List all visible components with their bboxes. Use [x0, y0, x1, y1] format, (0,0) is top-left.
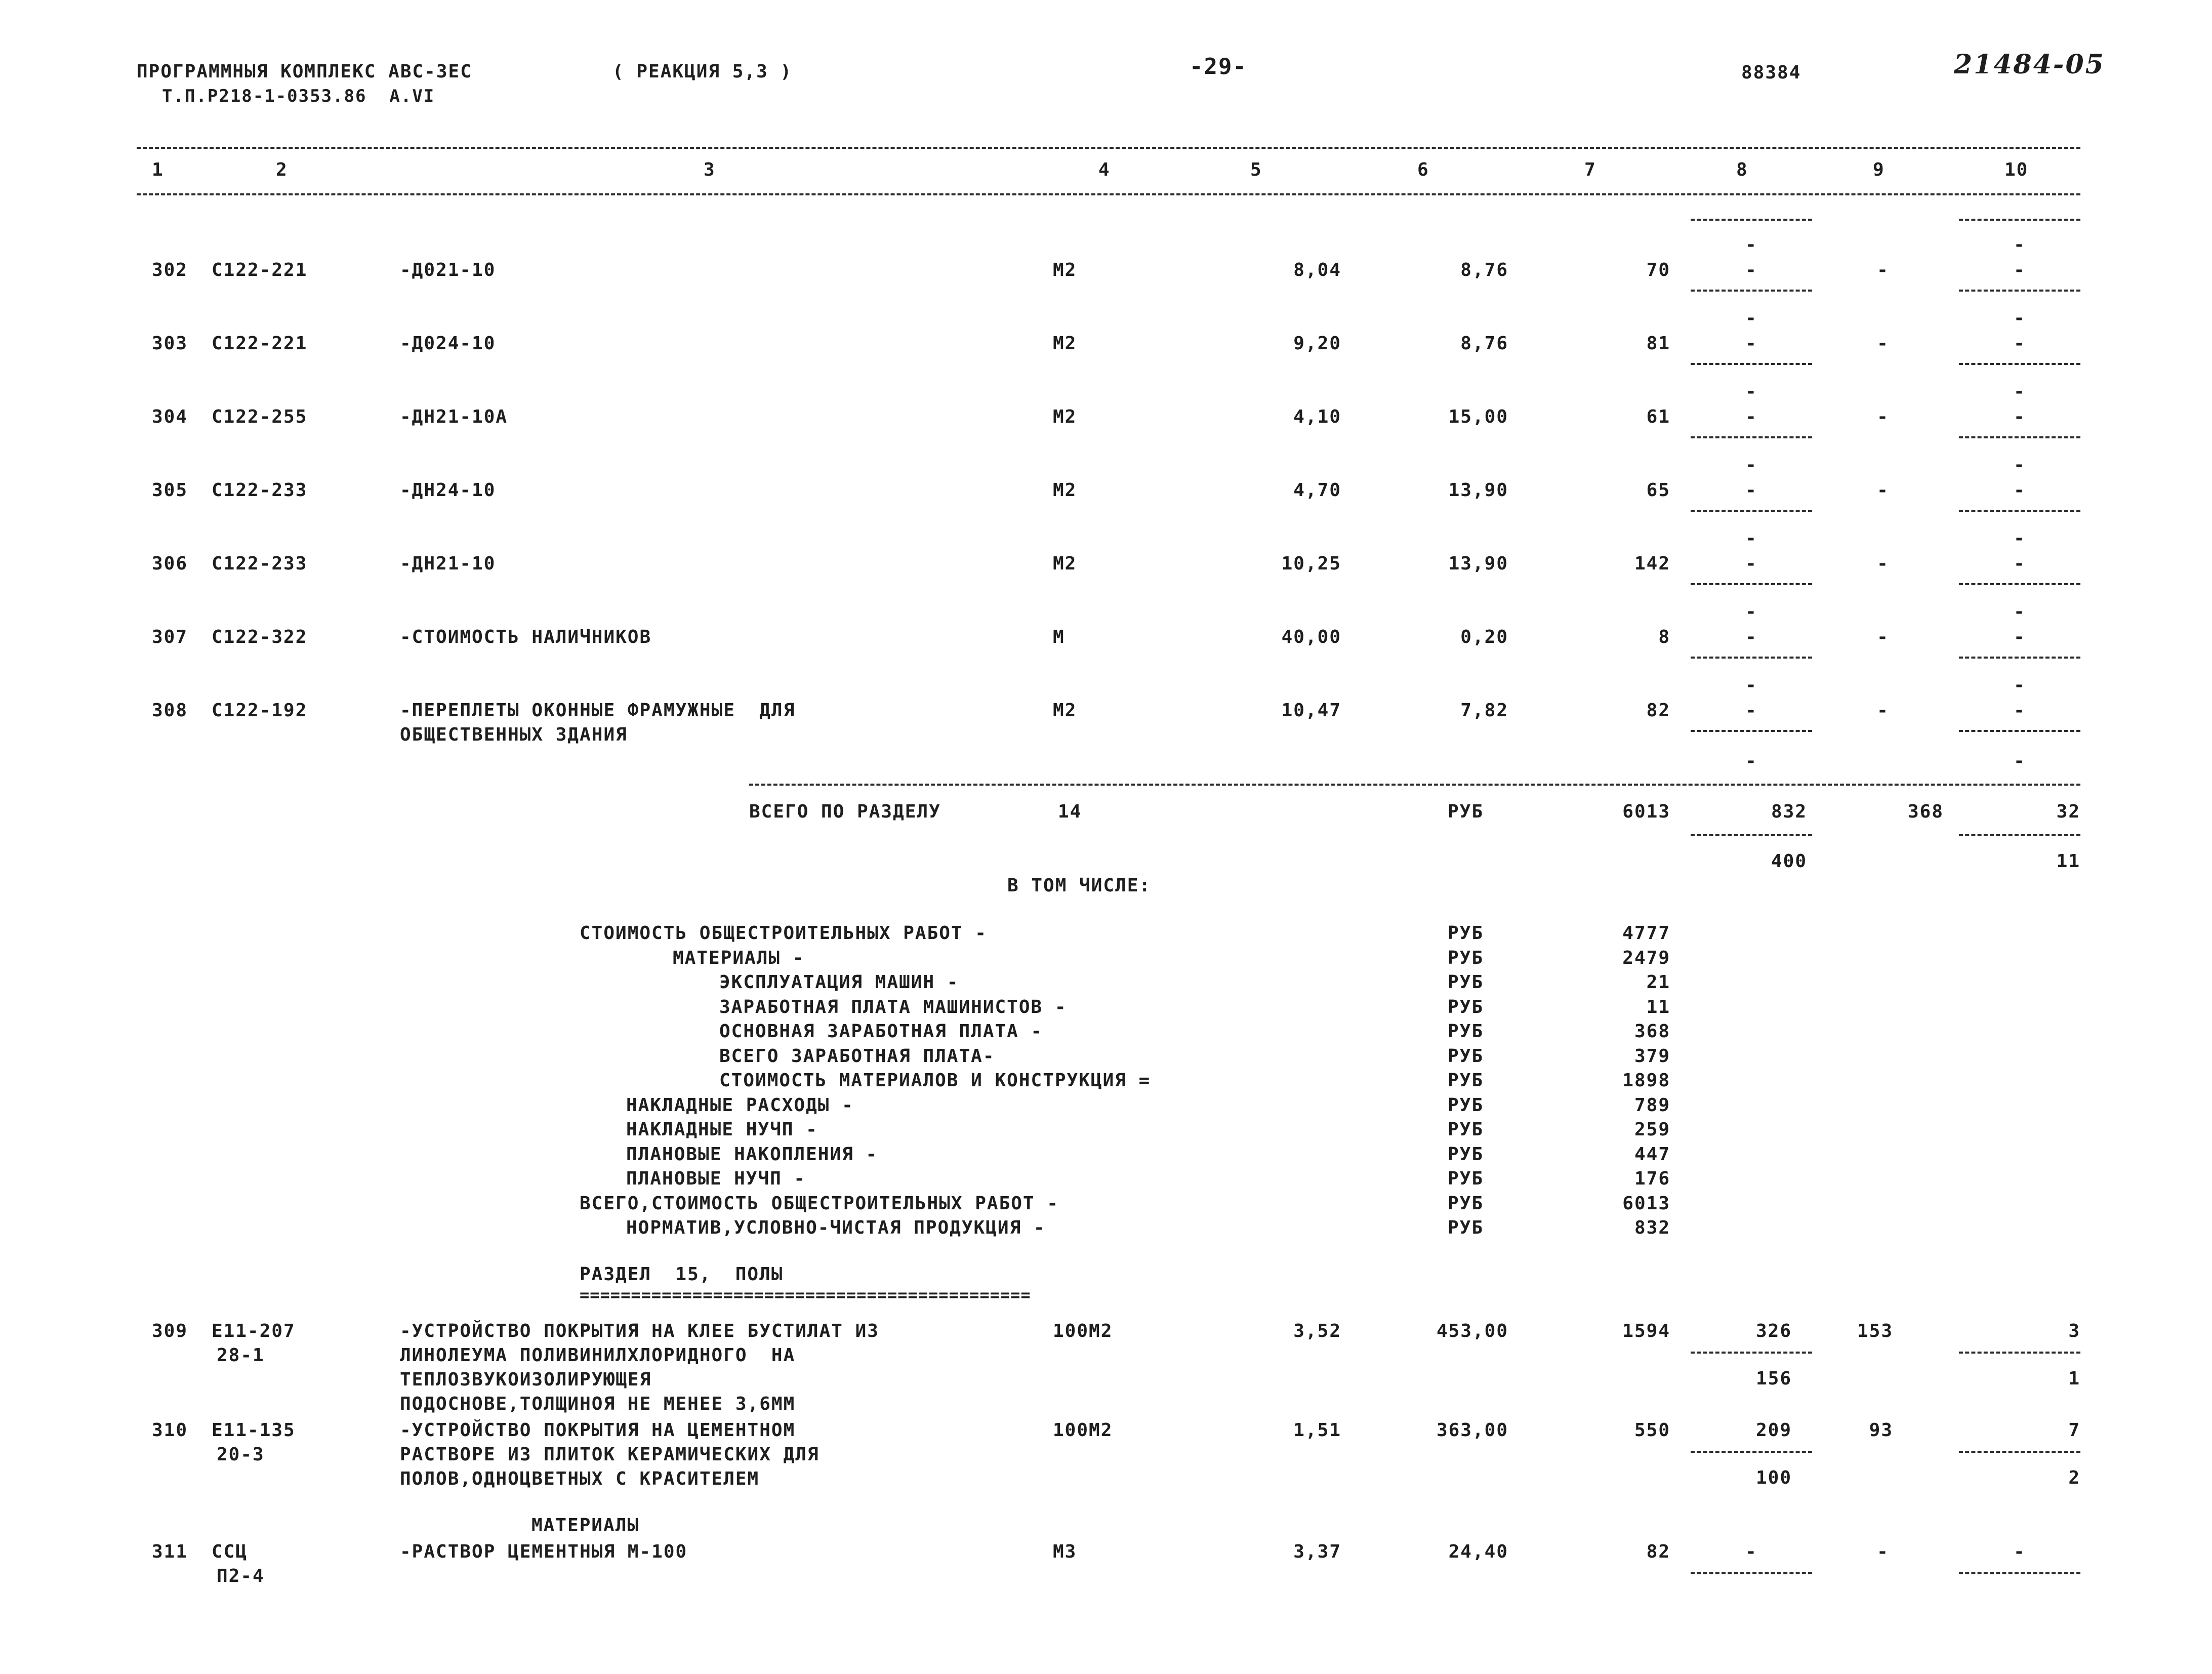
row-col10-rule — [1959, 363, 2080, 365]
row-price: 24,40 — [1448, 1541, 1508, 1562]
col-6-header: 6 — [1417, 159, 1429, 180]
row-description: -УСТРОЙСТВО ПОКРЫТИЯ НА КЛЕЕ БУСТИЛАТ ИЗ — [400, 1321, 879, 1341]
row-total: 70 — [1646, 260, 1670, 280]
row-col9: 93 — [1869, 1420, 1893, 1441]
total-top-rule — [749, 784, 2080, 786]
breakdown-unit: РУБ — [1448, 1094, 1484, 1116]
row-col8-sub: 156 — [1755, 1368, 1792, 1389]
row-col10: - — [2014, 260, 2026, 280]
row-price: 453,00 — [1436, 1321, 1508, 1341]
row-number: 303 — [152, 333, 188, 354]
row-price: 8,76 — [1460, 333, 1508, 354]
breakdown-unit: РУБ — [1448, 923, 1484, 944]
breakdown-label: НАКЛАДНЫЕ НУЧП - — [626, 1119, 818, 1140]
row-unit: М3 — [1053, 1541, 1077, 1562]
row-col8-rule — [1691, 730, 1812, 732]
breakdown-value: 6013 — [1622, 1193, 1670, 1214]
row-unit: М2 — [1053, 406, 1077, 427]
row-number: 310 — [152, 1420, 188, 1441]
page-number: -29- — [1190, 54, 1247, 79]
row-number: 305 — [152, 480, 188, 501]
row-col10: - — [2014, 627, 2026, 647]
row-total: 142 — [1634, 553, 1670, 574]
breakdown-value: 368 — [1634, 1021, 1670, 1042]
row-description: ОБЩЕСТВЕННЫХ ЗДАНИЯ — [400, 724, 628, 745]
row-total: 82 — [1646, 700, 1670, 721]
breakdown-label: ПЛАНОВЫЕ НУЧП - — [626, 1168, 806, 1189]
row-col10-mark: - — [2014, 528, 2026, 549]
row-col9: 153 — [1857, 1321, 1893, 1341]
row-quantity: 10,25 — [1281, 553, 1341, 574]
row-description: -УСТРОЙСТВО ПОКРЫТИЯ НА ЦЕМЕНТНОМ — [400, 1420, 796, 1441]
breakdown-unit: РУБ — [1448, 1119, 1484, 1140]
row-col8: - — [1745, 260, 1757, 280]
row-col10-mark: - — [2014, 234, 2026, 255]
row-quantity: 10,47 — [1281, 700, 1341, 721]
row-col10-mark: - — [2014, 601, 2026, 622]
breakdown-value: 4777 — [1622, 923, 1670, 944]
breakdown-label: ЗАРАБОТНАЯ ПЛАТА МАШИНИСТОВ - — [719, 996, 1067, 1017]
breakdown-value: 832 — [1634, 1217, 1670, 1238]
row-col8-sub: 100 — [1755, 1467, 1792, 1488]
row-description: -ДН24-10 — [400, 480, 496, 501]
breakdown-unit: РУБ — [1448, 947, 1484, 968]
breakdown-value: 379 — [1634, 1045, 1670, 1067]
row-col8-rule — [1691, 1572, 1812, 1574]
row-number: 302 — [152, 260, 188, 280]
breakdown-label: ЭКСПЛУАТАЦИЯ МАШИН - — [719, 972, 959, 993]
section-total-number: 14 — [1058, 801, 1082, 822]
row-col9: - — [1877, 260, 1889, 280]
row-total: 81 — [1646, 333, 1670, 354]
row-quantity: 40,00 — [1281, 627, 1341, 647]
row-code: П2-4 — [217, 1566, 265, 1586]
materials-label: МАТЕРИАЛЫ — [531, 1515, 640, 1536]
row-price: 0,20 — [1460, 627, 1508, 647]
row-price: 15,00 — [1448, 406, 1508, 427]
row-unit: 100М2 — [1053, 1321, 1113, 1341]
row-price: 7,82 — [1460, 700, 1508, 721]
row-number: 311 — [152, 1541, 188, 1562]
row-col8-mark: - — [1745, 455, 1757, 475]
row-description: ПОЛОВ,ОДНОЦВЕТНЫХ С КРАСИТЕЛЕМ — [400, 1468, 760, 1489]
row-number: 306 — [152, 553, 188, 574]
row-col8: - — [1745, 480, 1757, 501]
row-col10-rule — [1959, 657, 2080, 659]
row-col8-rule — [1691, 436, 1812, 438]
row-code: Е11-135 — [212, 1420, 296, 1441]
section-total-unit: РУБ — [1448, 801, 1484, 822]
row-quantity: 1,51 — [1293, 1420, 1341, 1441]
row-col8-rule — [1691, 583, 1812, 585]
breakdown-unit: РУБ — [1448, 1045, 1484, 1067]
program-name: ПРОГРАММНЫЯ КОМПЛЕКС АВС-3ЕС — [137, 61, 472, 82]
section-total-col10-sub: 11 — [2056, 851, 2080, 872]
row-col8: - — [1745, 1541, 1757, 1562]
row-col10-rule — [1959, 1352, 2080, 1354]
row-col10-rule — [1959, 730, 2080, 732]
col-10-header: 10 — [2004, 159, 2029, 180]
section-total-col10: 32 — [2056, 801, 2080, 822]
row-code: С122-233 — [212, 480, 308, 501]
row-unit: М2 — [1053, 333, 1077, 354]
row-unit: М2 — [1053, 260, 1077, 280]
breakdown-unit: РУБ — [1448, 1193, 1484, 1214]
row-quantity: 3,37 — [1293, 1541, 1341, 1562]
col10-end-mark: - — [2014, 751, 2026, 771]
row-total: 65 — [1646, 480, 1670, 501]
breakdown-value: 447 — [1634, 1144, 1670, 1165]
breakdown-label: СТОИМОСТЬ ОБЩЕСТРОИТЕЛЬНЫХ РАБОТ - — [580, 923, 987, 944]
section-total-col8-sub: 400 — [1771, 851, 1807, 872]
row-price: 363,00 — [1436, 1420, 1508, 1441]
row-code: С122-322 — [212, 627, 308, 647]
row-number: 308 — [152, 700, 188, 721]
row-total: 550 — [1634, 1420, 1670, 1441]
row-col10-rule — [1959, 1572, 2080, 1574]
row-number: 307 — [152, 627, 188, 647]
row-col10: 7 — [2068, 1420, 2080, 1441]
row-total: 1594 — [1622, 1321, 1670, 1341]
row-code: С122-192 — [212, 700, 308, 721]
breakdown-label: НОРМАТИВ,УСЛОВНО-ЧИСТАЯ ПРОДУКЦИЯ - — [626, 1217, 1046, 1238]
breakdown-value: 11 — [1646, 996, 1670, 1017]
row-quantity: 8,04 — [1293, 260, 1341, 280]
breakdown-unit: РУБ — [1448, 1021, 1484, 1042]
row-col10: 3 — [2068, 1321, 2080, 1341]
row-code: С122-221 — [212, 260, 308, 280]
total-col8-rule — [1691, 834, 1812, 836]
header-top-rule — [137, 147, 2080, 149]
row-col8-rule — [1691, 363, 1812, 365]
row-description: ТЕПЛОЗВУКОИЗОЛИРУЮЩЕЯ — [400, 1369, 652, 1390]
row-code: 20-3 — [217, 1444, 265, 1465]
breakdown-value: 259 — [1634, 1119, 1670, 1140]
section-total-col8: 832 — [1771, 801, 1807, 822]
row-col8-mark: - — [1745, 528, 1757, 549]
row-code: 28-1 — [217, 1345, 265, 1366]
row-description: -Д021-10 — [400, 260, 496, 280]
row-price: 13,90 — [1448, 553, 1508, 574]
col-7-header: 7 — [1584, 159, 1596, 180]
row-col10-mark: - — [2014, 381, 2026, 402]
breakdown-unit: РУБ — [1448, 1144, 1484, 1165]
row-description: -ДН21-10 — [400, 553, 496, 574]
row-total: 61 — [1646, 406, 1670, 427]
row-unit: М2 — [1053, 700, 1077, 721]
breakdown-label: ПЛАНОВЫЕ НАКОПЛЕНИЯ - — [626, 1144, 878, 1165]
row-col9: - — [1877, 1541, 1889, 1562]
breakdown-label: СТОИМОСТЬ МАТЕРИАЛОВ И КОНСТРУКЦИЯ = — [719, 1070, 1151, 1091]
row-code: ССЦ — [212, 1541, 248, 1562]
col8-top-rule — [1691, 219, 1812, 221]
row-col8: - — [1745, 627, 1757, 647]
row-code: Е11-207 — [212, 1321, 296, 1341]
row-quantity: 4,10 — [1293, 406, 1341, 427]
row-col10-mark: - — [2014, 308, 2026, 329]
row-col10-rule — [1959, 290, 2080, 292]
row-code: С122-233 — [212, 553, 308, 574]
breakdown-unit: РУБ — [1448, 972, 1484, 993]
row-col8: - — [1745, 406, 1757, 427]
row-unit: М2 — [1053, 480, 1077, 501]
row-description: -ДН21-10А — [400, 406, 508, 427]
row-col8-mark: - — [1745, 381, 1757, 402]
row-col9: - — [1877, 627, 1889, 647]
row-col10-mark: - — [2014, 675, 2026, 696]
row-description: ПОДОСНОВЕ,ТОЛЩИНОЯ НЕ МЕНЕЕ 3,6ММ — [400, 1394, 796, 1414]
breakdown-label: МАТЕРИАЛЫ - — [673, 947, 805, 968]
row-code: С122-255 — [212, 406, 308, 427]
col-4-header: 4 — [1098, 159, 1111, 180]
row-col9: - — [1877, 553, 1889, 574]
col-2-header: 2 — [276, 159, 288, 180]
breakdown-label: НАКЛАДНЫЕ РАСХОДЫ - — [626, 1094, 854, 1116]
header-bottom-rule — [137, 193, 2080, 195]
row-col8: - — [1745, 700, 1757, 721]
col-8-header: 8 — [1736, 159, 1748, 180]
total-col10-rule — [1959, 834, 2080, 836]
row-col8-mark: - — [1745, 675, 1757, 696]
row-unit: М — [1053, 627, 1065, 647]
row-col8-mark: - — [1745, 308, 1757, 329]
row-price: 13,90 — [1448, 480, 1508, 501]
row-col10: - — [2014, 1541, 2026, 1562]
row-unit: 100М2 — [1053, 1420, 1113, 1441]
row-total: 82 — [1646, 1541, 1670, 1562]
section-15-title: РАЗДЕЛ 15, ПОЛЫ — [580, 1264, 784, 1285]
row-col9: - — [1877, 406, 1889, 427]
row-col10: - — [2014, 553, 2026, 574]
breakdown-unit: РУБ — [1448, 1217, 1484, 1238]
col-9-header: 9 — [1873, 159, 1885, 180]
breakdown-unit: РУБ — [1448, 1070, 1484, 1091]
col10-top-rule — [1959, 219, 2080, 221]
row-col10-sub: 2 — [2068, 1467, 2080, 1488]
section-total-label: ВСЕГО ПО РАЗДЕЛУ — [749, 801, 941, 822]
row-description: РАСТВОРЕ ИЗ ПЛИТОК КЕРАМИЧЕСКИХ ДЛЯ — [400, 1444, 820, 1465]
document-number: 88384 — [1741, 62, 1801, 83]
row-code: С122-221 — [212, 333, 308, 354]
including-label: В ТОМ ЧИСЛЕ: — [1007, 875, 1152, 896]
breakdown-value: 789 — [1634, 1094, 1670, 1116]
row-quantity: 4,70 — [1293, 480, 1341, 501]
breakdown-value: 2479 — [1622, 947, 1670, 968]
row-number: 304 — [152, 406, 188, 427]
row-col10: - — [2014, 700, 2026, 721]
breakdown-value: 21 — [1646, 972, 1670, 993]
row-col10-rule — [1959, 583, 2080, 585]
col8-end-mark: - — [1745, 751, 1757, 771]
row-description: -РАСТВОР ЦЕМЕНТНЫЯ М-100 — [400, 1541, 688, 1562]
row-quantity: 9,20 — [1293, 333, 1341, 354]
breakdown-label: ВСЕГО ЗАРАБОТНАЯ ПЛАТА- — [719, 1045, 995, 1067]
col-1-header: 1 — [152, 159, 164, 180]
row-col9: - — [1877, 333, 1889, 354]
row-col8-rule — [1691, 657, 1812, 659]
row-col8: - — [1745, 553, 1757, 574]
row-col9: - — [1877, 700, 1889, 721]
row-col8-rule — [1691, 510, 1812, 512]
breakdown-unit: РУБ — [1448, 1168, 1484, 1189]
section-total-sum: 6013 — [1622, 801, 1670, 822]
row-col9: - — [1877, 480, 1889, 501]
row-number: 309 — [152, 1321, 188, 1341]
row-col8-rule — [1691, 1352, 1812, 1354]
row-col8-mark: - — [1745, 601, 1757, 622]
row-col8: 326 — [1755, 1321, 1792, 1341]
row-col10-mark: - — [2014, 455, 2026, 475]
section-total-col9: 368 — [1907, 801, 1944, 822]
row-col10-rule — [1959, 436, 2080, 438]
row-description: -СТОИМОСТЬ НАЛИЧНИКОВ — [400, 627, 652, 647]
row-col8-rule — [1691, 1451, 1812, 1453]
breakdown-label: ВСЕГО,СТОИМОСТЬ ОБЩЕСТРОИТЕЛЬНЫХ РАБОТ - — [580, 1193, 1059, 1214]
breakdown-value: 176 — [1634, 1168, 1670, 1189]
row-col10-rule — [1959, 1451, 2080, 1453]
row-quantity: 3,52 — [1293, 1321, 1341, 1341]
col-5-header: 5 — [1250, 159, 1262, 180]
row-description: -ПЕРЕПЛЕТЫ ОКОННЫЕ ФРАМУЖНЫЕ ДЛЯ — [400, 700, 796, 721]
handwritten-stamp: 21484-05 — [1954, 49, 2105, 80]
edition-label: ( РЕАКЦИЯ 5,3 ) — [612, 61, 793, 82]
row-col10-sub: 1 — [2068, 1368, 2080, 1389]
row-col8-mark: - — [1745, 234, 1757, 255]
col-3-header: 3 — [704, 159, 716, 180]
row-col8: - — [1745, 333, 1757, 354]
row-col8: 209 — [1755, 1420, 1792, 1441]
row-col10: - — [2014, 333, 2026, 354]
breakdown-unit: РУБ — [1448, 996, 1484, 1017]
breakdown-label: ОСНОВНАЯ ЗАРАБОТНАЯ ПЛАТА - — [719, 1021, 1043, 1042]
row-col8-rule — [1691, 290, 1812, 292]
row-col10: - — [2014, 406, 2026, 427]
row-description: -Д024-10 — [400, 333, 496, 354]
row-unit: М2 — [1053, 553, 1077, 574]
row-description: ЛИНОЛЕУМА ПОЛИВИНИЛХЛОРИДНОГО НА — [400, 1345, 796, 1366]
row-total: 8 — [1658, 627, 1670, 647]
row-col10: - — [2014, 480, 2026, 501]
breakdown-value: 1898 — [1622, 1070, 1670, 1091]
section-15-underline: ============================================ — [580, 1285, 1031, 1304]
row-col10-rule — [1959, 510, 2080, 512]
row-price: 8,76 — [1460, 260, 1508, 280]
project-code: Т.П.Р218-1-0353.86 А.VI — [162, 86, 435, 106]
